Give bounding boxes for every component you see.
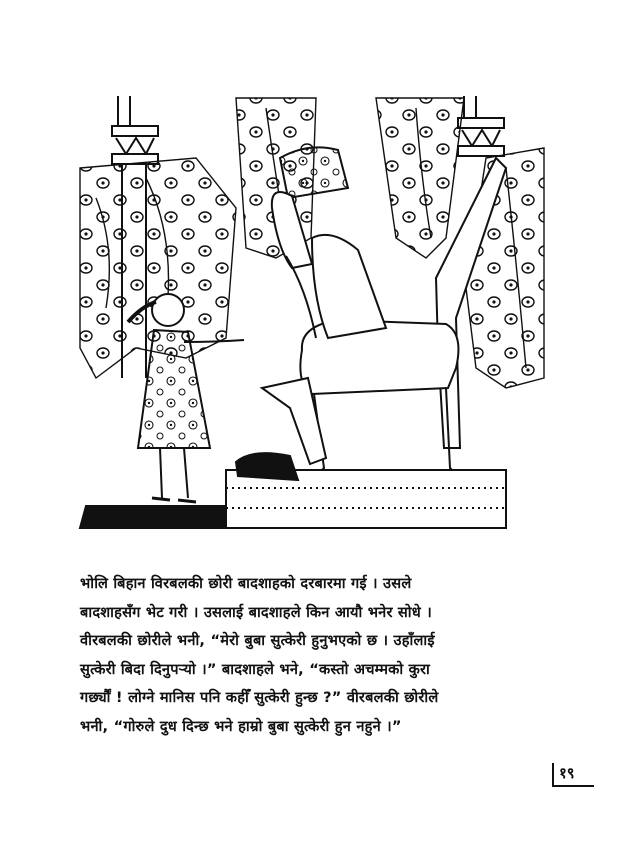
story-line: वीरबलकी छोरीले भनी, “मेरो बुबा सुत्केरी हुनुभएको छ । उहाँलाई <box>80 632 435 649</box>
story-line: भोलि बिहान विरबलकी छोरी बादशाहको दरबारमा गई । उसले <box>80 575 412 592</box>
story-line: सुत्केरी बिदा दिनुपऱ्यो ।” बादशाहले भने, “कस्तो अचम्मको कुरा <box>80 660 430 678</box>
illustration <box>76 88 548 536</box>
story-line: बादशाहसँग भेट गरी । उसलाई बादशाहले किन आयौ भनेर सोधे । <box>80 603 432 621</box>
story-line: गर्छ्यौं ! लोग्ने मानिस पनि कहीँ सुत्केरी हुन्छ ?” वीरबलकी छोरीले <box>80 689 439 706</box>
page-number: १९ <box>559 764 575 782</box>
right-pillar <box>458 96 504 156</box>
page-number-box <box>552 763 594 787</box>
story-paragraph <box>80 570 550 741</box>
story-line: भनी, “गोरुले दुध दिन्छ भने हाम्रो बुबा सुत्केरी हुन नहुने ।” <box>80 717 402 735</box>
